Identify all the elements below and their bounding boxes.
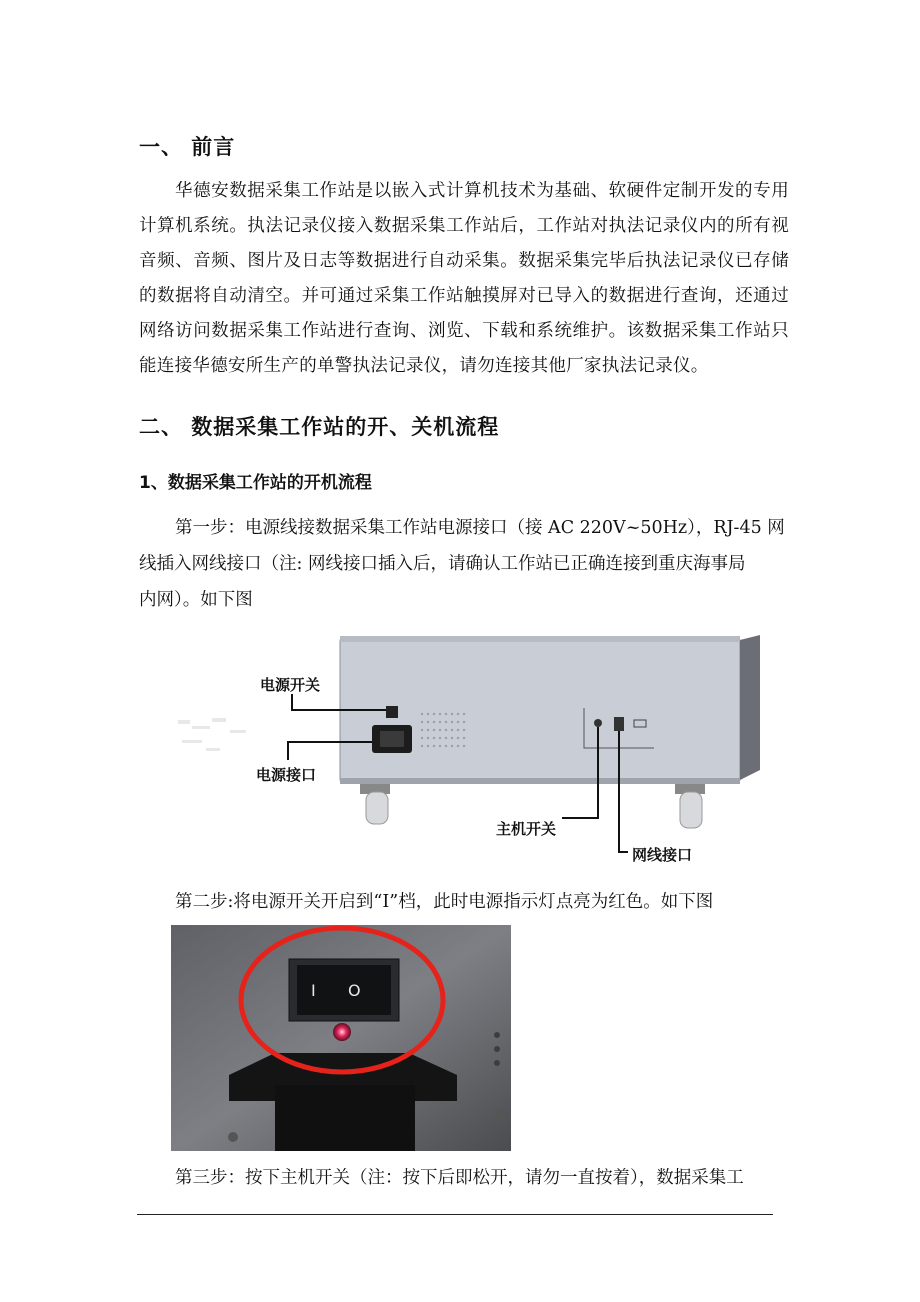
workstation-rear-diagram	[170, 630, 770, 870]
label-main-switch: 主机开关	[496, 820, 557, 838]
step1-line2: 线插入网线接口（注: 网线接口插入后，请确认工作站已正确连接到重庆海事局	[139, 554, 746, 574]
preface-paragraph: 华德安数据采集工作站是以嵌入式计算机技术为基础、软硬件定制开发的专用计算机系统。执法记录仪接入数据采集工作站后，工作站对执法记录仪内的所有视音频、音频、图片及日志等数据进行自动采集。数据采集完毕后执法记录仪已存储的数据将自动清空。并可通过采集工作站触摸屏对已导入的数据进行查询，还通过网络访问数据采集工作站进行查询、浏览、下载和系统维护。该数据采集工作站只能连接华德安所生产的单警执法记录仪，请勿连接其他厂家执法记录仪。	[139, 181, 789, 376]
step2-text: 第二步:将电源开关开启到“I”档，此时电源指示灯点亮为红色。如下图	[175, 892, 714, 912]
heading-power-flow: 二、 数据采集工作站的开、关机流程	[139, 415, 500, 439]
step1-line1: 第一步：电源线接数据采集工作站电源接口（接 AC 220V~50Hz），RJ-45 网	[175, 518, 785, 538]
switch-off-symbol: O	[348, 981, 361, 1000]
switch-photo-illustration	[171, 925, 511, 1151]
step3-text: 第三步：按下主机开关（注：按下后即松开，请勿一直按着），数据采集工	[175, 1168, 744, 1188]
power-switch-photo	[171, 925, 511, 1151]
label-power-switch: 电源开关	[260, 676, 321, 694]
label-network-port: 网线接口	[632, 846, 693, 864]
label-power-port: 电源接口	[256, 766, 317, 784]
footer-divider	[137, 1214, 773, 1215]
heading-preface: 一、 前言	[139, 135, 236, 159]
subheading-boot-flow: 1、数据采集工作站的开机流程	[139, 473, 372, 493]
workstation-illustration	[170, 630, 770, 870]
switch-on-symbol: I	[311, 981, 316, 1000]
step1-line3: 内网）。如下图	[139, 590, 253, 610]
